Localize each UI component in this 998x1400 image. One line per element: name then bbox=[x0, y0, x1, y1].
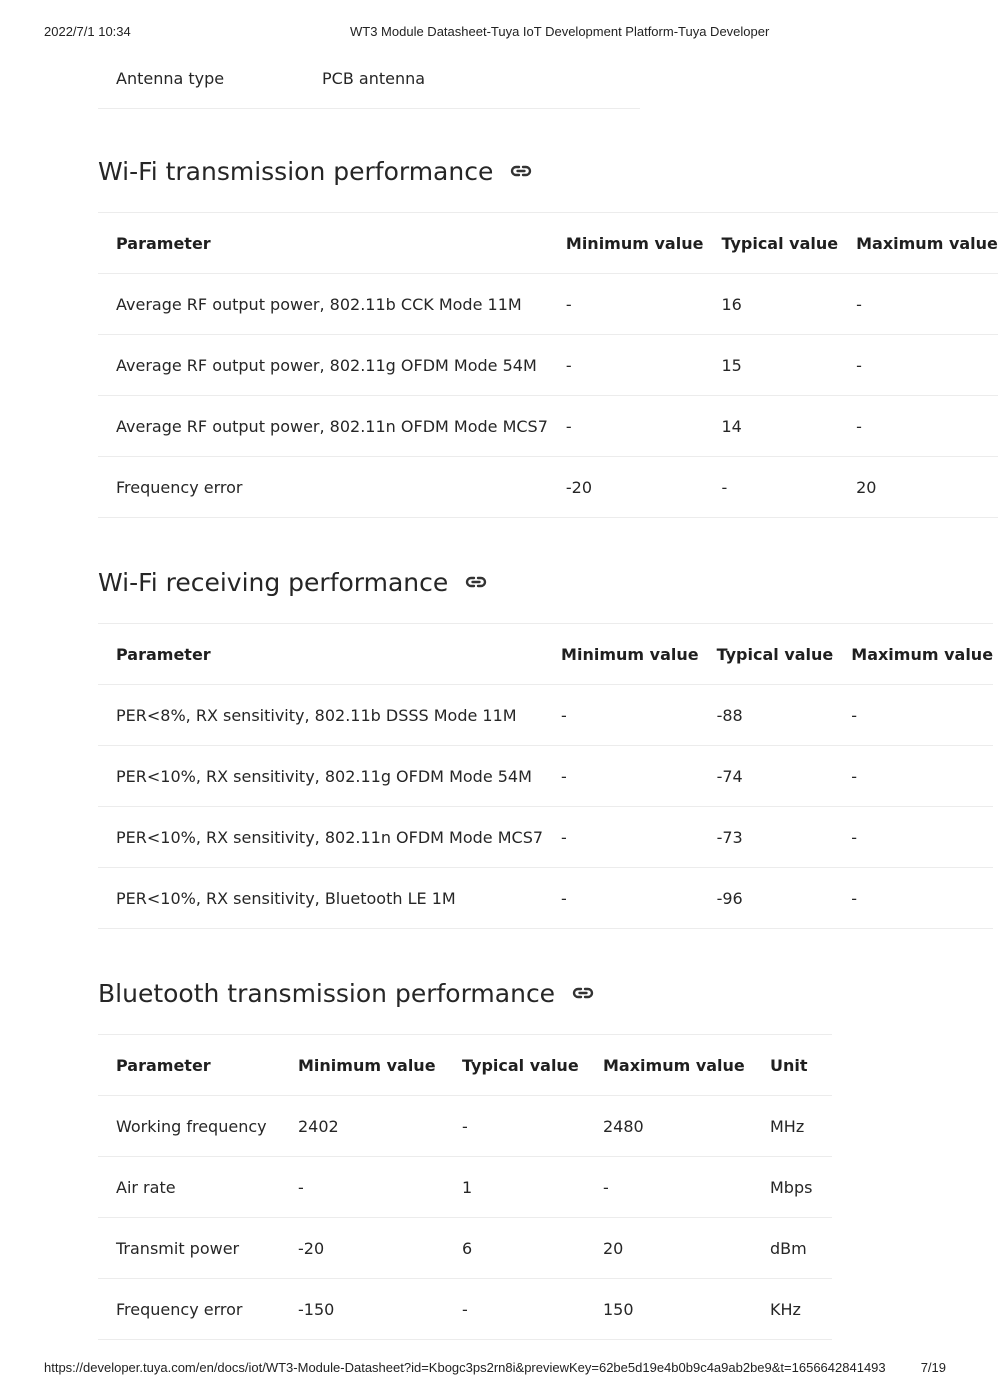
bluetooth-transmission-heading bbox=[98, 973, 944, 1013]
column-header: Parameter bbox=[98, 624, 543, 685]
column-header: Typical value bbox=[444, 1035, 585, 1096]
link-icon[interactable] bbox=[509, 159, 533, 183]
table-row bbox=[98, 274, 998, 335]
table-cell: 2402 bbox=[280, 1096, 444, 1157]
table-cell: -150 bbox=[280, 1279, 444, 1340]
table-cell: -20 bbox=[280, 1218, 444, 1279]
table-cell: - bbox=[444, 1279, 585, 1340]
antenna-table bbox=[98, 48, 640, 109]
page-number: 7/19 bbox=[920, 1360, 946, 1375]
column-header: Minimum value bbox=[548, 213, 704, 274]
table-row bbox=[98, 1096, 832, 1157]
table-cell: -88 bbox=[699, 685, 834, 746]
column-header: Unit bbox=[752, 1035, 832, 1096]
bluetooth-transmission-table bbox=[98, 1034, 832, 1340]
table-row bbox=[98, 1218, 832, 1279]
table-cell: - bbox=[833, 746, 993, 807]
table-cell: - bbox=[543, 807, 699, 868]
table-cell: PER<10%, RX sensitivity, 802.11g OFDM Mode 54M bbox=[98, 746, 543, 807]
table-cell: Average RF output power, 802.11g OFDM Mode 54M bbox=[98, 335, 548, 396]
wifi-transmission-heading-text: Wi-Fi transmission performance bbox=[98, 156, 494, 186]
print-footer bbox=[44, 1360, 946, 1378]
table-cell: - bbox=[548, 335, 704, 396]
column-header: Typical value bbox=[699, 624, 834, 685]
column-header: Minimum value bbox=[280, 1035, 444, 1096]
table-cell: - bbox=[543, 868, 699, 929]
column-header: Minimum value bbox=[543, 624, 699, 685]
table-cell: Average RF output power, 802.11n OFDM Mode MCS7 bbox=[98, 396, 548, 457]
table-cell: - bbox=[543, 746, 699, 807]
table-row bbox=[98, 746, 993, 807]
table-row bbox=[98, 685, 993, 746]
table-cell: Air rate bbox=[98, 1157, 280, 1218]
table-cell: - bbox=[838, 335, 998, 396]
column-header: Typical value bbox=[703, 213, 838, 274]
column-header: Parameter bbox=[98, 213, 548, 274]
table-cell: Transmit power bbox=[98, 1218, 280, 1279]
table-cell: 15 bbox=[703, 335, 838, 396]
table-cell: - bbox=[838, 274, 998, 335]
table-cell: 2480 bbox=[585, 1096, 752, 1157]
wifi-receiving-table bbox=[98, 623, 993, 929]
table-header-row bbox=[98, 1035, 832, 1096]
table-cell: KHz bbox=[752, 1279, 832, 1340]
table-cell: - bbox=[280, 1157, 444, 1218]
table-row bbox=[98, 335, 998, 396]
table-row bbox=[98, 48, 640, 109]
wifi-transmission-table bbox=[98, 212, 998, 518]
table-cell: PER<8%, RX sensitivity, 802.11b DSSS Mode 11M bbox=[98, 685, 543, 746]
link-icon[interactable] bbox=[464, 570, 488, 594]
table-cell: Average RF output power, 802.11b CCK Mode 11M bbox=[98, 274, 548, 335]
antenna-type-value: PCB antenna bbox=[304, 48, 640, 109]
table-row bbox=[98, 396, 998, 457]
table-cell: 20 bbox=[585, 1218, 752, 1279]
table-row bbox=[98, 1157, 832, 1218]
column-header: Parameter bbox=[98, 1035, 280, 1096]
table-header-row bbox=[98, 213, 998, 274]
table-cell: 16 bbox=[703, 274, 838, 335]
table-cell: PER<10%, RX sensitivity, 802.11n OFDM Mode MCS7 bbox=[98, 807, 543, 868]
wifi-receiving-heading-text: Wi-Fi receiving performance bbox=[98, 567, 449, 597]
document-content bbox=[98, 48, 998, 1340]
table-cell: 150 bbox=[585, 1279, 752, 1340]
table-cell: Frequency error bbox=[98, 1279, 280, 1340]
table-cell: 20 bbox=[838, 457, 998, 518]
column-header: Maximum value bbox=[585, 1035, 752, 1096]
table-cell: PER<10%, RX sensitivity, Bluetooth LE 1M bbox=[98, 868, 543, 929]
table-cell: -20 bbox=[548, 457, 704, 518]
antenna-type-label: Antenna type bbox=[98, 48, 304, 109]
table-cell: - bbox=[585, 1157, 752, 1218]
table-cell: - bbox=[548, 396, 704, 457]
table-cell: Working frequency bbox=[98, 1096, 280, 1157]
table-header-row bbox=[98, 624, 993, 685]
table-cell: - bbox=[444, 1096, 585, 1157]
table-row bbox=[98, 868, 993, 929]
table-cell: Frequency error bbox=[98, 457, 548, 518]
link-icon[interactable] bbox=[571, 981, 595, 1005]
table-cell: - bbox=[548, 274, 704, 335]
table-cell: - bbox=[543, 685, 699, 746]
table-row bbox=[98, 807, 993, 868]
table-cell: - bbox=[833, 807, 993, 868]
print-date: 2022/7/1 10:34 bbox=[44, 24, 131, 39]
bluetooth-transmission-heading-text: Bluetooth transmission performance bbox=[98, 978, 556, 1008]
table-cell: -73 bbox=[699, 807, 834, 868]
table-cell: - bbox=[838, 396, 998, 457]
table-cell: - bbox=[833, 685, 993, 746]
table-cell: MHz bbox=[752, 1096, 832, 1157]
table-cell: dBm bbox=[752, 1218, 832, 1279]
table-cell: - bbox=[833, 868, 993, 929]
table-cell: -96 bbox=[699, 868, 834, 929]
table-cell: 1 bbox=[444, 1157, 585, 1218]
table-cell: Mbps bbox=[752, 1157, 832, 1218]
table-cell: 6 bbox=[444, 1218, 585, 1279]
wifi-transmission-heading bbox=[98, 151, 944, 191]
table-cell: 14 bbox=[703, 396, 838, 457]
column-header: Maximum value bbox=[833, 624, 993, 685]
print-url: https://developer.tuya.com/en/docs/iot/WT3-Module-Datasheet?id=Kbogc3ps2rn8i&previewKey=62be5d19e4b0b9c4a9ab2be9&t=1656642841493 bbox=[44, 1360, 886, 1375]
table-row bbox=[98, 457, 998, 518]
table-cell: -74 bbox=[699, 746, 834, 807]
table-cell: - bbox=[703, 457, 838, 518]
column-header: Maximum value bbox=[838, 213, 998, 274]
table-row bbox=[98, 1279, 832, 1340]
print-page-title: WT3 Module Datasheet-Tuya IoT Development Platform-Tuya Developer bbox=[350, 24, 770, 39]
print-header bbox=[44, 24, 946, 42]
wifi-receiving-heading bbox=[98, 562, 944, 602]
